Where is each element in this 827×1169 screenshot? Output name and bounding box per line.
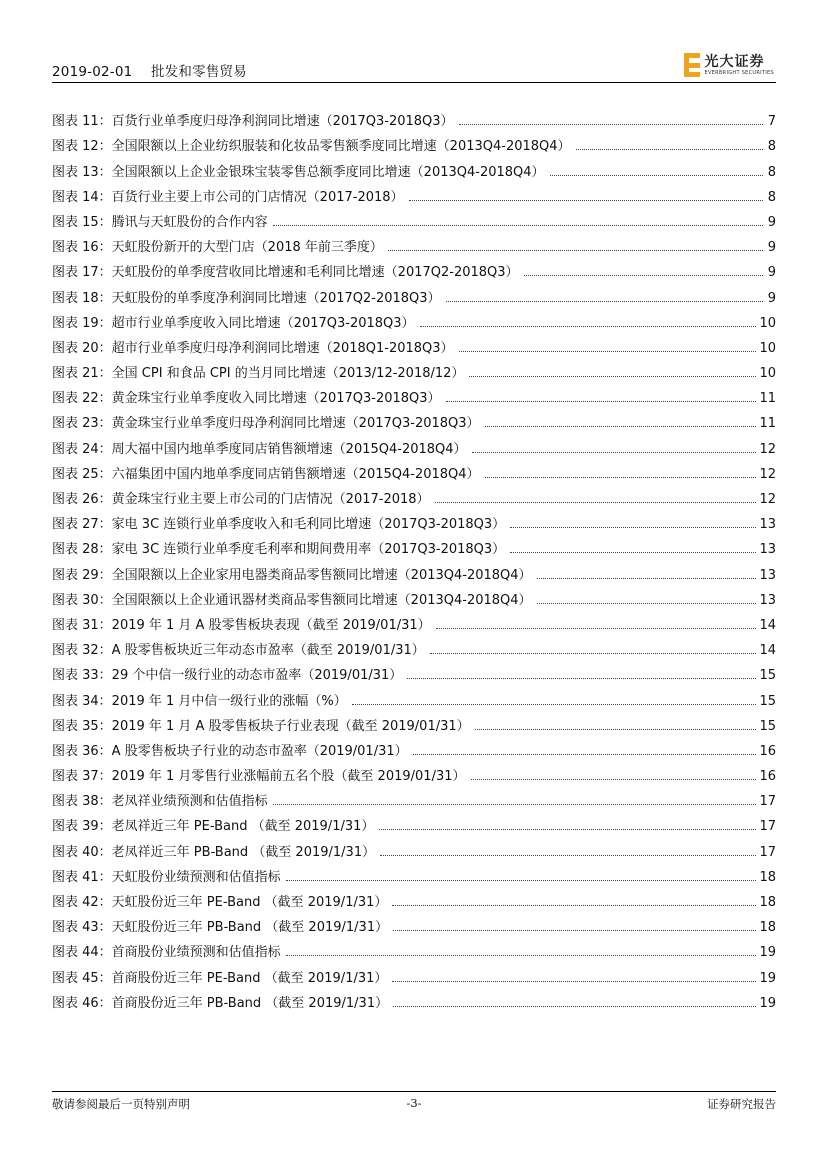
toc-entry[interactable] <box>52 255 776 280</box>
toc-entry-label: 图表 16：天虹股份新开的大型门店（2018 年前三季度） <box>52 240 383 256</box>
toc-entry-page: 12 <box>759 441 776 457</box>
toc-entry-label: 图表 13：全国限额以上企业金银珠宝装零售总额季度同比增速（2013Q4-2018Q4） <box>52 164 545 180</box>
toc-entry-page: 8 <box>767 189 776 205</box>
disclaimer-note: 敬请参阅最后一页特别声明 <box>52 1097 190 1111</box>
toc-entry-label: 图表 12：全国限额以上企业纺织服装和化妆品零售额季度同比增速（2013Q4-2018Q4） <box>52 139 571 155</box>
toc-entry[interactable] <box>52 331 776 356</box>
toc-entry[interactable] <box>52 406 776 431</box>
toc-entry[interactable] <box>52 356 776 381</box>
toc-entry-label: 图表 33：29 个中信一级行业的动态市盈率（2019/01/31） <box>52 668 403 684</box>
toc-entry-page: 13 <box>759 592 776 608</box>
toc-entry-page: 14 <box>759 617 776 633</box>
toc-entry-label: 图表 36：A 股零售板块子行业的动态市盈率（2019/01/31） <box>52 743 408 759</box>
toc-entry-label: 图表 45：首商股份近三年 PE-Band （截至 2019/1/31） <box>52 970 388 986</box>
toc-entry-label: 图表 43：天虹股份近三年 PB-Band （截至 2019/1/31） <box>52 920 389 936</box>
toc-entry-page: 18 <box>759 869 776 885</box>
toc-dot-leader <box>446 301 763 302</box>
toc-entry-page: 13 <box>759 542 776 558</box>
toc-entry[interactable] <box>52 557 776 582</box>
toc-dot-leader <box>393 1006 756 1007</box>
toc-entry[interactable] <box>52 104 776 129</box>
toc-entry-label: 图表 22：黄金珠宝行业单季度收入同比增速（2017Q3-2018Q3） <box>52 391 441 407</box>
toc-entry-page: 11 <box>759 391 776 407</box>
toc-dot-leader <box>392 905 756 906</box>
toc-entry-page: 12 <box>759 466 776 482</box>
toc-entry-page: 9 <box>767 265 776 281</box>
toc-entry-page: 11 <box>759 416 776 432</box>
toc-entry-label: 图表 28：家电 3C 连锁行业单季度毛利率和期间费用率（2017Q3-2018Q3） <box>52 542 506 558</box>
toc-entry-page: 13 <box>759 517 776 533</box>
toc-entry-label: 图表 17：天虹股份的单季度营收同比增速和毛利同比增速（2017Q2-2018Q3） <box>52 265 519 281</box>
toc-entry[interactable] <box>52 860 776 885</box>
toc-entry-page: 12 <box>759 492 776 507</box>
logo-chinese-name: 光大证券 <box>704 53 765 70</box>
toc-entry-page: 18 <box>759 895 776 910</box>
toc-dot-leader <box>537 578 757 579</box>
toc-entry[interactable] <box>52 784 776 809</box>
toc-dot-leader <box>420 326 757 327</box>
toc-entry[interactable] <box>52 154 776 179</box>
toc-entry-label: 图表 38：老凤祥业绩预测和估值指标 <box>52 794 268 810</box>
toc-entry[interactable] <box>52 381 776 406</box>
toc-entry[interactable] <box>52 658 776 683</box>
toc-entry[interactable] <box>52 205 776 230</box>
toc-entry-label: 图表 15：腾讯与天虹股份的合作内容 <box>52 214 268 230</box>
toc-entry[interactable] <box>52 280 776 305</box>
toc-dot-leader <box>379 829 756 830</box>
toc-entry-page: 8 <box>767 164 776 180</box>
toc-dot-leader <box>413 754 757 755</box>
toc-entry-label: 图表 42：天虹股份近三年 PE-Band （截至 2019/1/31） <box>52 895 388 910</box>
toc-dot-leader <box>485 477 757 478</box>
toc-dot-leader <box>388 250 763 251</box>
header-divider <box>52 82 776 83</box>
page-footer <box>52 1096 776 1114</box>
toc-dot-leader <box>469 376 756 377</box>
toc-dot-leader <box>273 804 757 805</box>
toc-entry-label: 图表 18：天虹股份的单季度净利润同比增速（2017Q2-2018Q3） <box>52 290 441 306</box>
toc-entry-page: 10 <box>759 340 776 356</box>
toc-entry-label: 图表 39：老凤祥近三年 PE-Band （截至 2019/1/31） <box>52 819 375 835</box>
report-date: 2019-02-01 <box>52 64 133 80</box>
toc-entry-label: 图表 34：2019 年 1 月中信一级行业的涨幅（%） <box>52 693 347 709</box>
toc-entry-page: 19 <box>759 945 776 961</box>
toc-dot-leader <box>446 401 757 402</box>
toc-entry-page: 10 <box>759 366 776 382</box>
toc-entry-label: 图表 40：老凤祥近三年 PB-Band （截至 2019/1/31） <box>52 844 376 860</box>
toc-entry[interactable] <box>52 583 776 608</box>
toc-dot-leader <box>273 225 763 226</box>
toc-dot-leader <box>472 452 757 453</box>
toc-entry-page: 18 <box>759 920 776 936</box>
toc-entry-label: 图表 26：黄金珠宝行业主要上市公司的门店情况（2017-2018） <box>52 492 430 507</box>
toc-entry-label: 图表 14：百货行业主要上市公司的门店情况（2017-2018） <box>52 189 404 205</box>
toc-dot-leader <box>435 502 757 503</box>
toc-entry-label: 图表 11：百货行业单季度归母净利润同比增速（2017Q3-2018Q3） <box>52 114 454 130</box>
toc-dot-leader <box>286 880 757 881</box>
toc-dot-leader <box>485 426 757 427</box>
toc-entry[interactable] <box>52 734 776 759</box>
toc-entry-page: 17 <box>759 844 776 860</box>
toc-entry-label: 图表 19：超市行业单季度收入同比增速（2017Q3-2018Q3） <box>52 315 415 331</box>
toc-entry-page: 17 <box>759 819 776 835</box>
toc-entry[interactable] <box>52 885 776 910</box>
toc-entry-label: 图表 20：超市行业单季度归母净利润同比增速（2018Q1-2018Q3） <box>52 340 454 356</box>
toc-entry-page: 19 <box>759 995 776 1011</box>
toc-entry-page: 9 <box>767 214 776 230</box>
toc-entry[interactable] <box>52 960 776 985</box>
toc-dot-leader <box>436 628 757 629</box>
toc-dot-leader <box>524 275 763 276</box>
toc-entry[interactable] <box>52 633 776 658</box>
toc-entry[interactable] <box>52 986 776 1011</box>
header-text <box>52 60 247 80</box>
toc-entry[interactable] <box>52 809 776 834</box>
toc-entry[interactable] <box>52 608 776 633</box>
footer-divider <box>52 1091 776 1092</box>
toc-entry[interactable] <box>52 507 776 532</box>
toc-entry-label: 图表 32：A 股零售板块近三年动态市盈率（截至 2019/01/31） <box>52 643 425 659</box>
toc-entry[interactable] <box>52 910 776 935</box>
toc-entry-page: 17 <box>759 794 776 810</box>
toc-entry[interactable] <box>52 532 776 557</box>
toc-entry-label: 图表 24：周大福中国内地单季度同店销售额增速（2015Q4-2018Q4） <box>52 441 467 457</box>
toc-entry-label: 图表 21：全国 CPI 和食品 CPI 的当月同比增速（2013/12-2018/12） <box>52 366 465 382</box>
toc-entry-page: 7 <box>767 114 776 130</box>
toc-dot-leader <box>537 603 757 604</box>
toc-entry[interactable] <box>52 457 776 482</box>
toc-entry-page: 9 <box>767 240 776 256</box>
toc-entry-label: 图表 27：家电 3C 连锁行业单季度收入和毛利同比增速（2017Q3-2018Q3） <box>52 517 506 533</box>
toc-entry-page: 15 <box>759 693 776 709</box>
toc-entry-label: 图表 29：全国限额以上企业家用电器类商品零售额同比增速（2013Q4-2018Q4） <box>52 567 532 583</box>
toc-entry[interactable] <box>52 482 776 507</box>
toc-entry-label: 图表 23：黄金珠宝行业单季度归母净利润同比增速（2017Q3-2018Q3） <box>52 416 480 432</box>
toc-dot-leader <box>380 855 756 856</box>
report-type: 证券研究报告 <box>707 1097 776 1111</box>
toc-entry[interactable] <box>52 709 776 734</box>
toc-dot-leader <box>352 704 757 705</box>
toc-dot-leader <box>459 124 763 125</box>
toc-entry-label: 图表 31：2019 年 1 月 A 股零售板块表现（截至 2019/01/31） <box>52 617 431 633</box>
toc-dot-leader <box>576 149 763 150</box>
toc-dot-leader <box>430 653 757 654</box>
toc-entry-label: 图表 25：六福集团中国内地单季度同店销售额增速（2015Q4-2018Q4） <box>52 466 480 482</box>
toc-dot-leader <box>459 351 757 352</box>
toc-entry[interactable] <box>52 759 776 784</box>
toc-dot-leader <box>392 981 756 982</box>
toc-entry[interactable] <box>52 834 776 859</box>
toc-entry-page: 19 <box>759 970 776 986</box>
page-header <box>52 48 776 82</box>
industry-name: 批发和零售贸易 <box>150 64 247 80</box>
toc-entry-page: 15 <box>759 668 776 684</box>
toc-dot-leader <box>407 678 756 679</box>
toc-entry-page: 8 <box>767 139 776 155</box>
toc-entry-page: 9 <box>767 290 776 306</box>
toc-dot-leader <box>471 779 757 780</box>
toc-entry-label: 图表 44：首商股份业绩预测和估值指标 <box>52 945 281 961</box>
toc-entry[interactable] <box>52 230 776 255</box>
toc-entry-label: 图表 41：天虹股份业绩预测和估值指标 <box>52 869 281 885</box>
toc-entry-page: 16 <box>759 743 776 759</box>
toc-entry-page: 13 <box>759 567 776 583</box>
toc-entry-label: 图表 35：2019 年 1 月 A 股零售板块子行业表现（截至 2019/01/31） <box>52 718 470 734</box>
toc-dot-leader <box>510 552 756 553</box>
toc-entry[interactable] <box>52 180 776 205</box>
toc-entry[interactable] <box>52 683 776 708</box>
company-logo <box>684 50 774 80</box>
toc-entry[interactable] <box>52 306 776 331</box>
toc-entry-page: 15 <box>759 718 776 734</box>
toc-entry[interactable] <box>52 129 776 154</box>
toc-dot-leader <box>510 527 756 528</box>
logo-english-name: EVERBRIGHT SECURITIES <box>704 69 774 76</box>
toc-entry-label: 图表 30：全国限额以上企业通讯器材类商品零售额同比增速（2013Q4-2018Q4） <box>52 592 532 608</box>
page-number: -3- <box>406 1096 422 1110</box>
toc-entry-page: 16 <box>759 769 776 785</box>
toc-entry-label: 图表 37：2019 年 1 月零售行业涨幅前五名个股（截至 2019/01/31） <box>52 769 466 785</box>
toc-dot-leader <box>286 955 757 956</box>
toc-entry-label: 图表 46：首商股份近三年 PB-Band （截至 2019/1/31） <box>52 995 389 1011</box>
toc-dot-leader <box>475 729 757 730</box>
toc-entry[interactable] <box>52 431 776 456</box>
figure-index-list <box>52 104 776 1011</box>
logo-mark-icon <box>684 53 700 77</box>
toc-dot-leader <box>393 930 756 931</box>
toc-entry-page: 10 <box>759 315 776 331</box>
toc-entry[interactable] <box>52 935 776 960</box>
toc-dot-leader <box>409 200 763 201</box>
toc-dot-leader <box>550 175 763 176</box>
toc-entry-page: 14 <box>759 643 776 659</box>
